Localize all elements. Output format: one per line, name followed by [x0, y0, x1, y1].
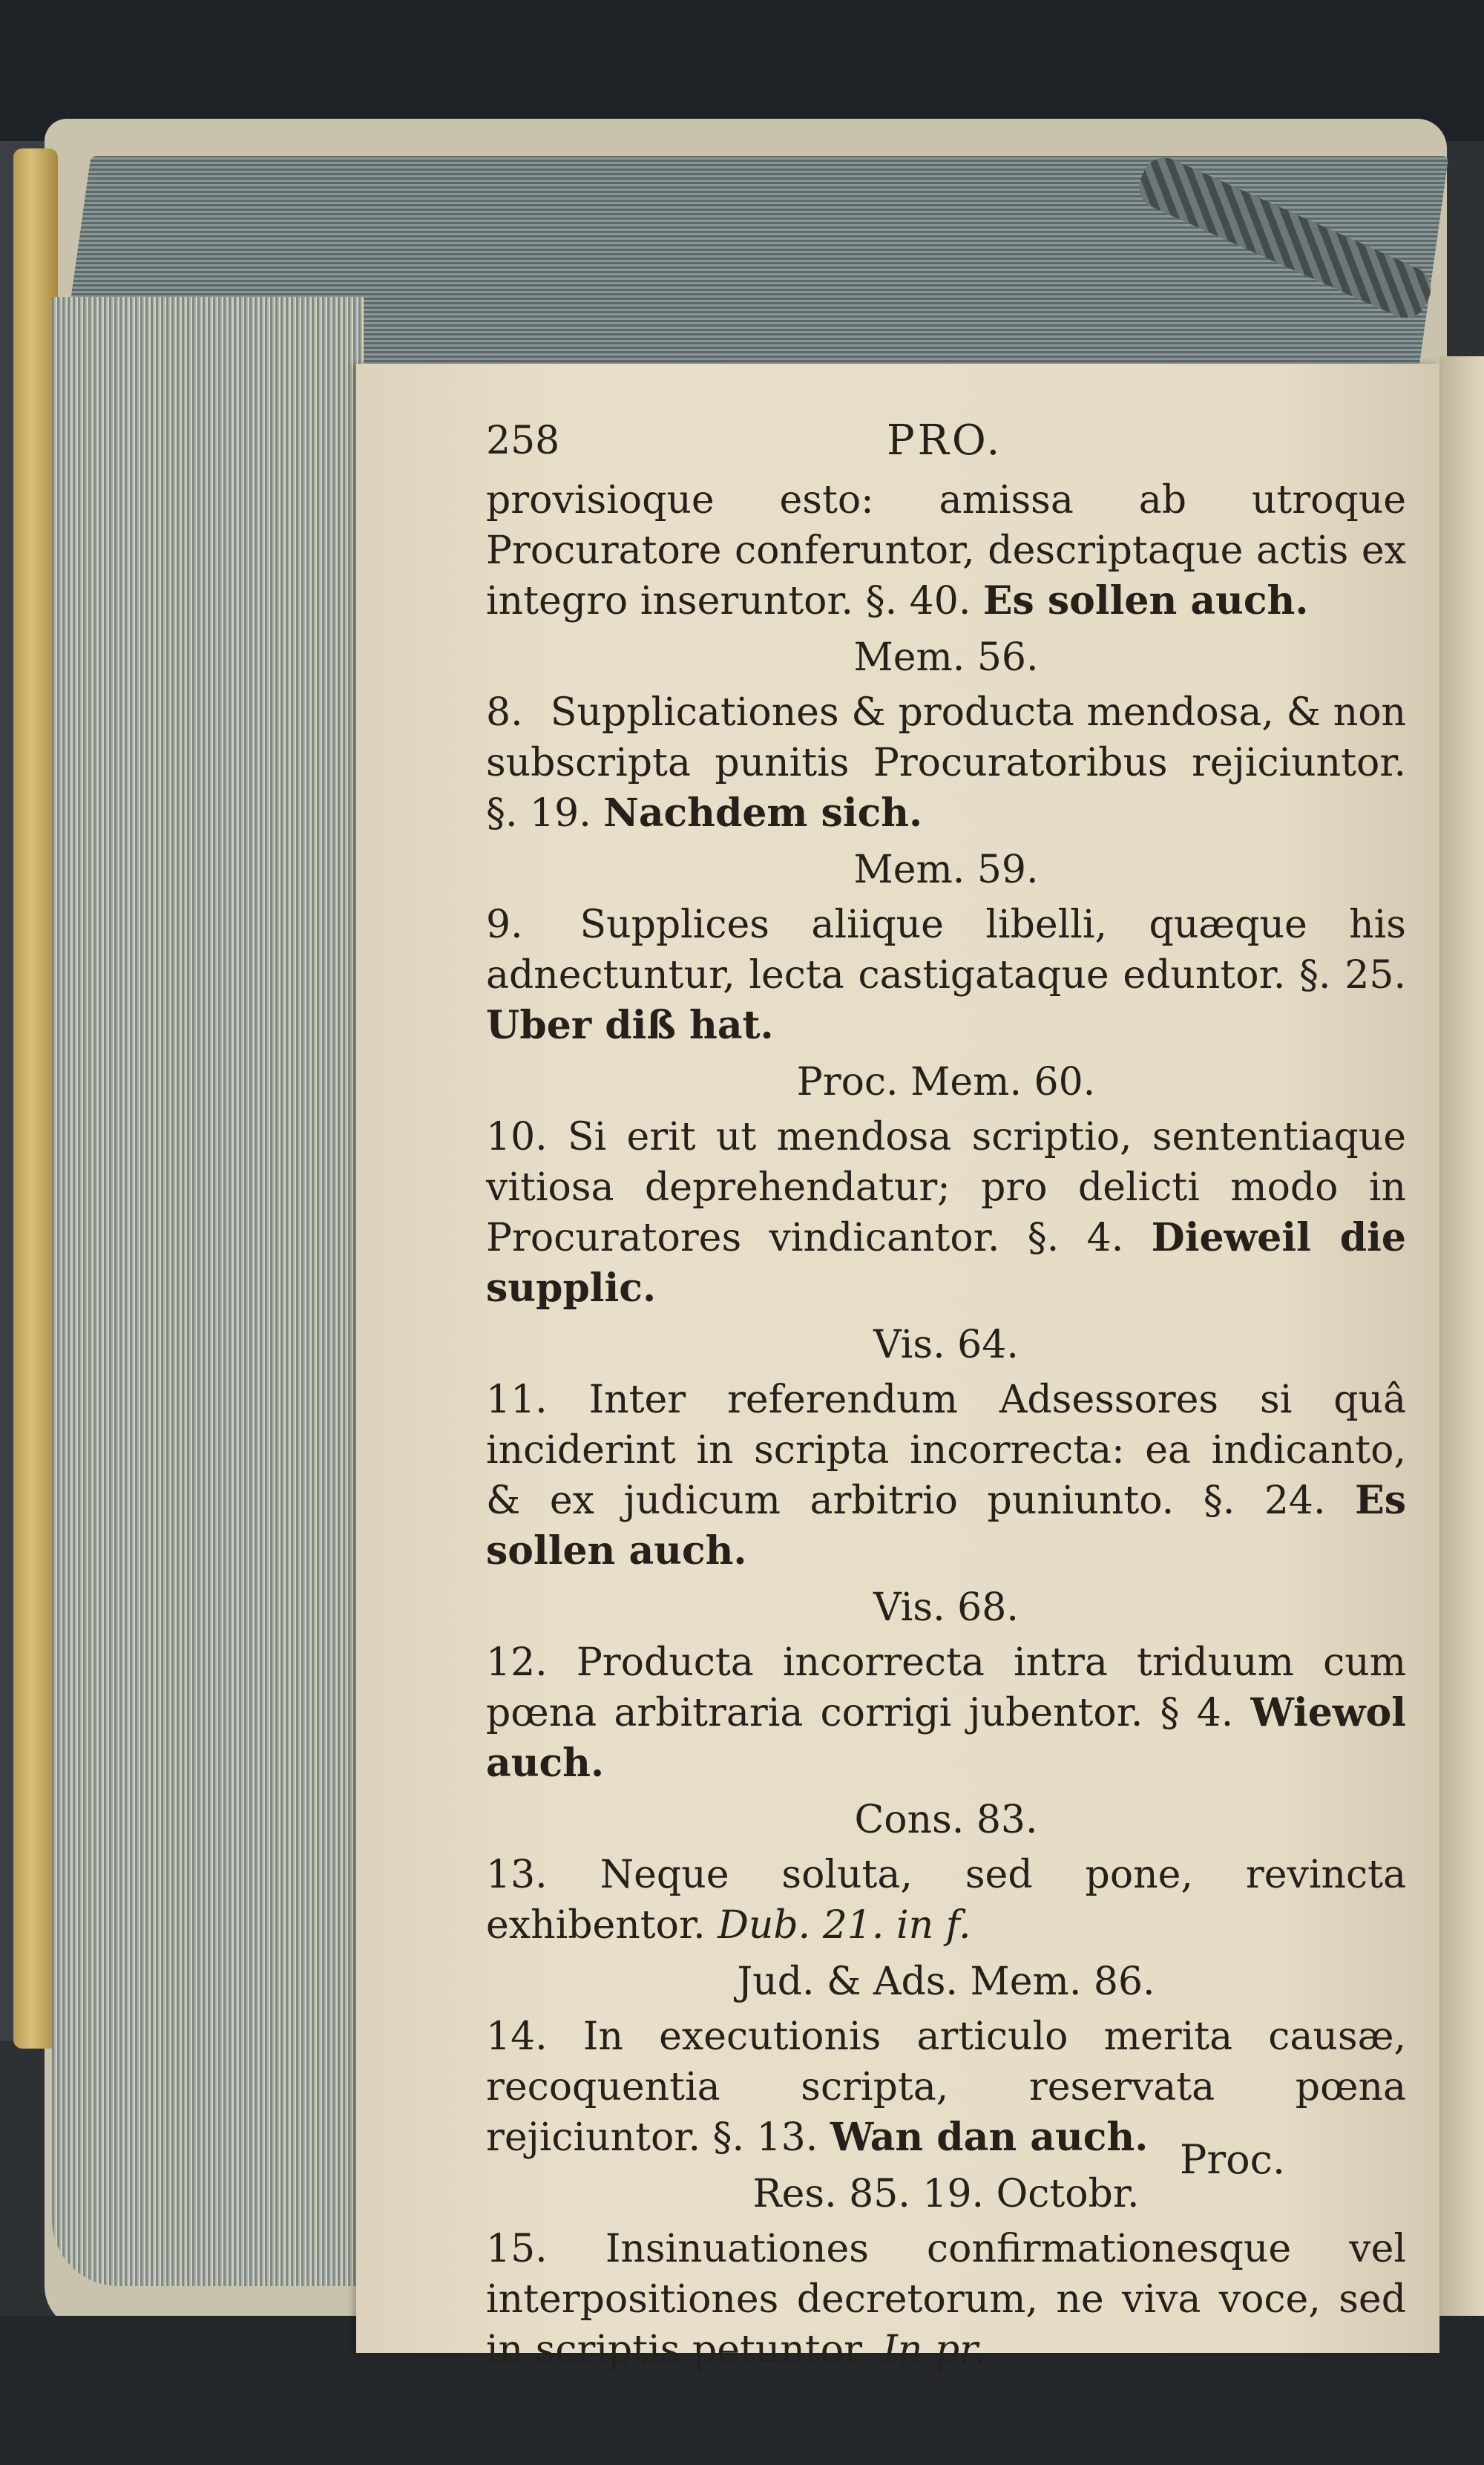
german-incipit: Wiewol auch. — [486, 1690, 1406, 1786]
numbered-paragraph: 10. Si erit ut mendosa scriptio, sententiaque vitiosa deprehendatur; pro delicti modo in Procuratores vindicantor. §. 4. Dieweil die supplic. — [486, 1112, 1406, 1314]
item-number: 15. — [486, 2227, 548, 2271]
source-citation: Mem. 56. — [853, 635, 1039, 680]
book-page — [356, 364, 1439, 2372]
catchword: Proc. — [1180, 2136, 1286, 2183]
item-number: 12. — [486, 1640, 548, 1685]
numbered-paragraph: 11. Inter referendum Adsessores si quâ inciderint in scripta incorrecta: ea indicanto, & ex judicum arbitrio puniunto. §. 24. Es sollen auch. — [486, 1375, 1406, 1577]
page-header — [486, 416, 1406, 475]
numbered-paragraph: 13. Neque soluta, sed pone, revincta exhibentor. Dub. 21. in f. — [486, 1850, 1406, 1951]
numbered-paragraph: 14. In executionis articulo merita causæ, recoquentia scripta, reservata pœna rejiciuntor. §. 13. Wan dan auch. — [486, 2011, 1406, 2163]
source-citation: Res. 85. 19. Octobr. — [752, 2172, 1140, 2216]
page-text-block — [486, 416, 1406, 2381]
item-number: 11. — [486, 1378, 548, 1422]
item-number: 9. — [486, 903, 523, 947]
inline-reference: Dub. 21. in f. — [718, 1903, 971, 1948]
item-number: 10. — [486, 1115, 548, 1159]
source-citation: Vis. 64. — [873, 1323, 1019, 1367]
german-incipit: Nachdem sich. — [603, 790, 923, 836]
source-citation: Mem. 59. — [853, 848, 1039, 892]
numbered-paragraph: 9. Supplices aliique libelli, quæque his adnectuntur, lecta castigataque eduntor. §. 25. Uber diß hat. — [486, 900, 1406, 1051]
book-cover-spine — [13, 148, 58, 2049]
german-incipit: Dieweil die supplic. — [486, 1215, 1406, 1311]
german-incipit: Es sollen auch. — [982, 578, 1309, 623]
running-head: PRO. — [887, 416, 1003, 465]
item-number: 13. — [486, 1853, 548, 1897]
inline-reference: In pr. — [882, 2328, 986, 2372]
page-number: 258 — [486, 419, 560, 463]
page-block-side-edge — [52, 297, 364, 2286]
german-incipit: Es sollen auch. — [486, 1478, 1406, 1574]
source-citation: Vis. 68. — [873, 1585, 1019, 1630]
item-number: 14. — [486, 2014, 548, 2059]
item-number: 8. — [486, 690, 523, 735]
paragraph-continued: provisioque esto: amissa ab utroque Procuratore conferuntor, descriptaque actis ex integro inseruntor. §. 40. Es sollen auch. — [486, 478, 1406, 623]
source-citation: Cons. 83. — [854, 1798, 1038, 1842]
german-incipit: Uber diß hat. — [486, 1003, 774, 1048]
german-incipit: Wan dan auch. — [830, 2115, 1149, 2160]
facing-page-edge — [1439, 356, 1484, 2316]
numbered-paragraph: 8. Supplicationes & producta mendosa, & non subscripta punitis Procuratoribus rejiciuntor. §. 19. Nachdem sich. — [486, 687, 1406, 839]
source-citation: Jud. & Ads. Mem. 86. — [737, 1960, 1155, 2004]
numbered-paragraph: 12. Producta incorrecta intra triduum cum pœna arbitraria corrigi jubentor. § 4. Wiewol auch. — [486, 1637, 1406, 1789]
source-citation: Proc. Mem. 60. — [796, 1060, 1096, 1104]
numbered-paragraph: 15. Insinuationes confirmationesque vel interpositiones decretorum, ne viva voce, sed in scriptis petuntor. In pr. — [486, 2224, 1406, 2375]
